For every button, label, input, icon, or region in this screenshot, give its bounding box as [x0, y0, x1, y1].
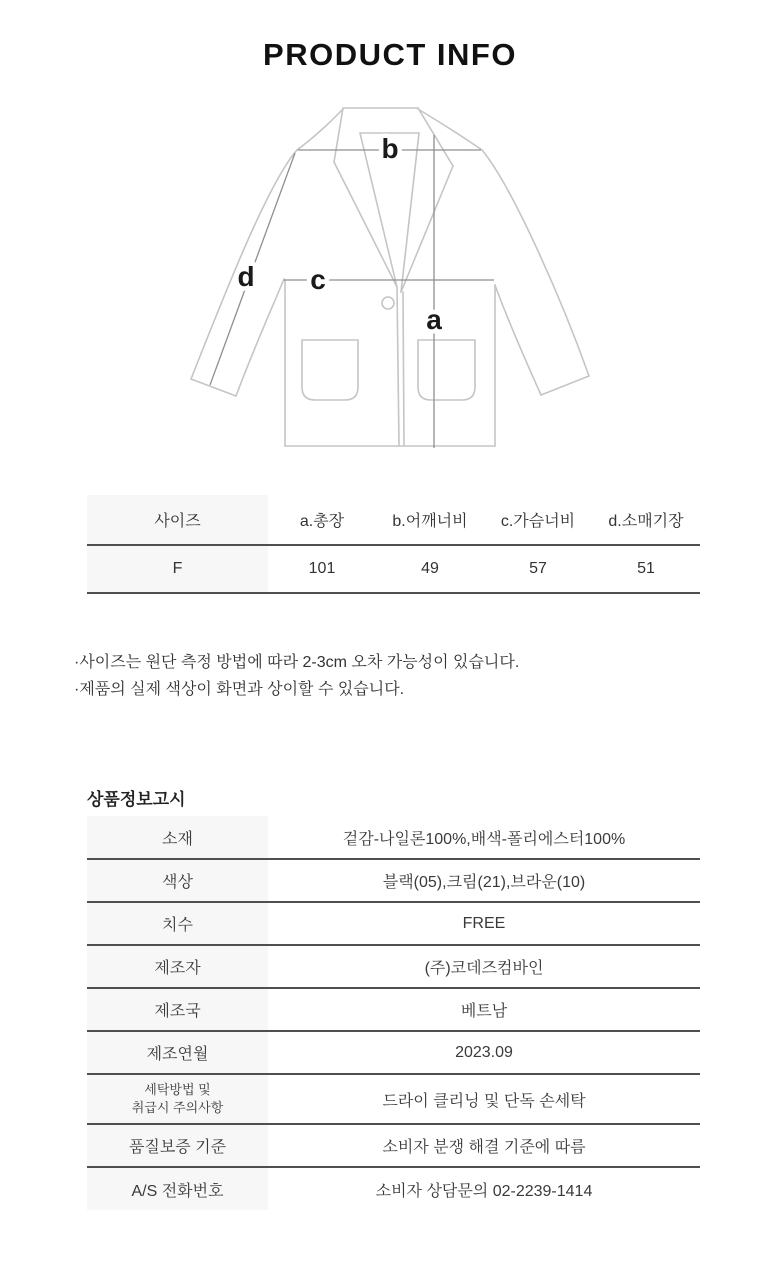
notice-row-washing	[87, 1074, 700, 1124]
notice-label: 품질보증 기준	[87, 1124, 268, 1167]
size-col-shoulder: b.어깨너비	[392, 513, 468, 530]
notice-row-size	[87, 902, 700, 945]
notice-label: 치수	[87, 902, 268, 945]
notice-row-material	[87, 816, 700, 859]
measure-label-a: a	[426, 304, 442, 335]
size-value-size: F	[87, 545, 268, 593]
size-value-chest: 57	[529, 560, 547, 577]
notice-value: 겉감-나일론100%,배색-폴리에스터100%	[342, 830, 626, 848]
size-table-row	[87, 545, 700, 593]
measure-label-c: c	[310, 264, 326, 295]
notice-row-color	[87, 859, 700, 902]
notice-value: 드라이 클리닝 및 단독 손세탁	[382, 1092, 586, 1110]
note-line: ·사이즈는 원단 측정 방법에 따라 2-3cm 오차 가능성이 있습니다.	[74, 654, 520, 671]
notice-value: 소비자 분쟁 해결 기준에 따름	[382, 1139, 586, 1156]
notice-label: 제조연월	[87, 1031, 268, 1074]
jacket-button	[382, 297, 394, 309]
notice-value: 베트남	[460, 1003, 508, 1020]
size-value-shoulder: 49	[421, 560, 439, 577]
notice-value: (주)코데즈컴바인	[424, 960, 544, 977]
notice-value: 2023.09	[455, 1043, 513, 1061]
notice-label: 소재	[87, 816, 268, 859]
size-value-total-length: 101	[308, 560, 336, 577]
size-col-size: 사이즈	[87, 495, 268, 545]
jacket-measurement-diagram	[170, 88, 610, 488]
size-col-chest: c.가슴너비	[500, 513, 576, 530]
notice-label: 제조국	[87, 988, 268, 1031]
page-title: PRODUCT INFO	[263, 37, 517, 72]
notice-row-date	[87, 1031, 700, 1074]
notice-row-country	[87, 988, 700, 1031]
size-table-header-row	[87, 495, 700, 545]
jacket-diagram-svg	[170, 88, 610, 488]
measure-label-b: b	[381, 133, 399, 164]
note-line: ·제품의 실제 색상이 화면과 상이할 수 있습니다.	[74, 681, 405, 698]
notice-label: 세탁방법 및 취급시 주의사항	[87, 1074, 268, 1124]
notice-row-as-phone	[87, 1167, 700, 1210]
measure-label-d: d	[237, 261, 255, 292]
notice-row-warranty	[87, 1124, 700, 1167]
size-value-sleeve: 51	[637, 560, 655, 577]
notice-label: A/S 전화번호	[87, 1167, 268, 1210]
size-col-sleeve: d.소매기장	[608, 513, 684, 530]
notice-label: 제조자	[87, 945, 268, 988]
size-notes	[74, 649, 780, 703]
notice-row-manufacturer	[87, 945, 700, 988]
notice-value: 소비자 상담문의 02-2239-1414	[375, 1182, 593, 1200]
size-table	[87, 495, 700, 594]
notice-value: 블랙(05),크림(21),브라운(10)	[382, 874, 586, 891]
notice-label: 색상	[87, 859, 268, 902]
notice-heading: 상품정보고시	[87, 790, 186, 809]
notice-value: FREE	[462, 914, 506, 932]
size-col-total-length: a.총장	[299, 513, 345, 530]
notice-table	[87, 816, 700, 1210]
